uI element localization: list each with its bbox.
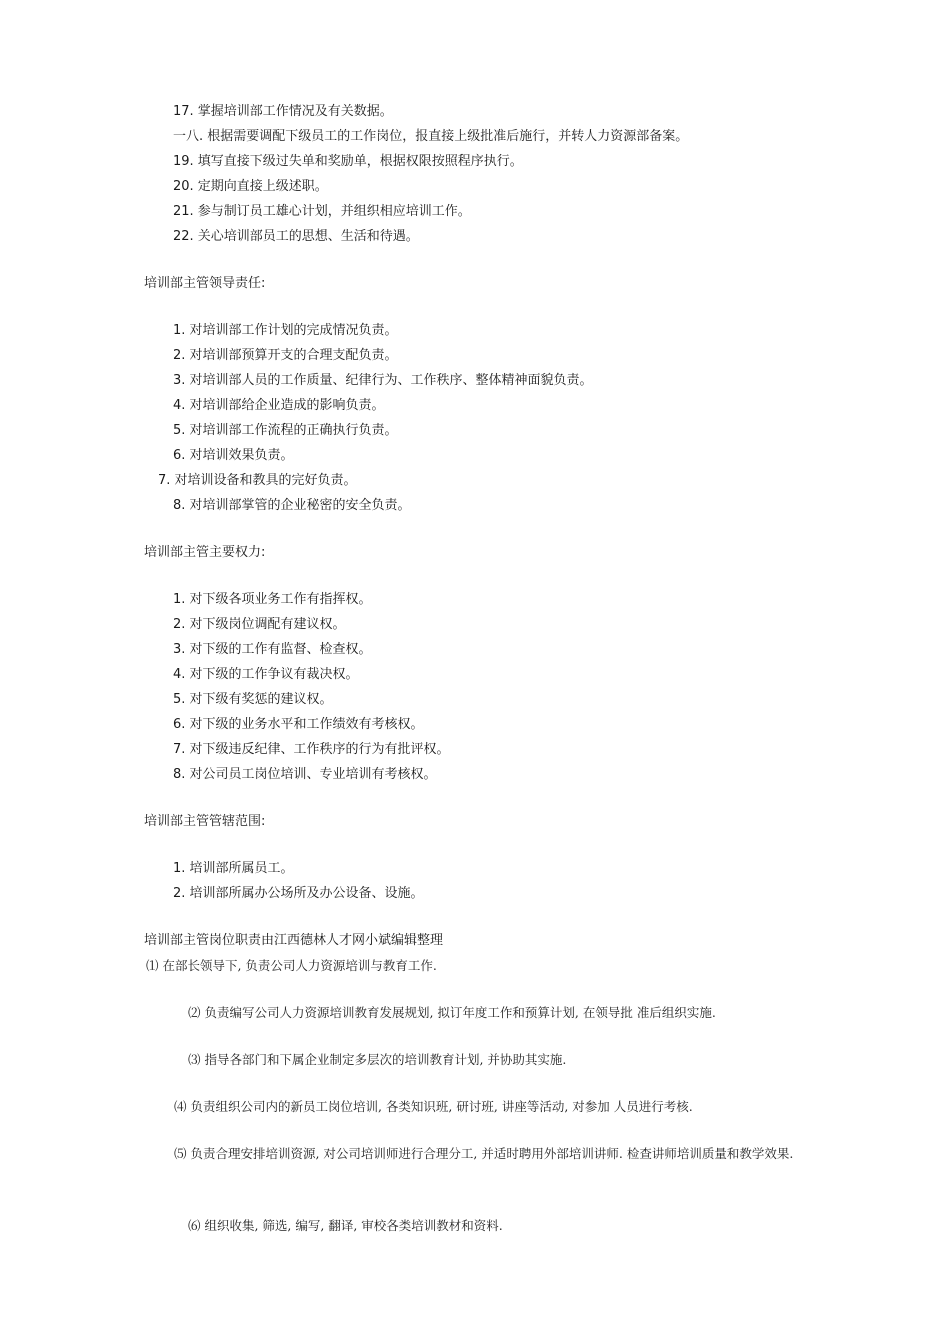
power-item: 3. 对下级的工作有监督、检查权。 bbox=[173, 642, 372, 657]
duty-item-17: 17. 掌握培训部工作情况及有关数据。 bbox=[173, 104, 393, 119]
appendix-item: ⑶ 指导各部门和下属企业制定多层次的培训教育计划, 并协助其实施. bbox=[188, 1052, 567, 1067]
responsibility-item: 6. 对培训效果负责。 bbox=[173, 448, 294, 463]
powers-heading: 培训部主管主要权力: bbox=[144, 545, 266, 560]
responsibility-item: 7. 对培训设备和教具的完好负责。 bbox=[158, 473, 357, 488]
responsibility-item: 8. 对培训部掌管的企业秘密的安全负责。 bbox=[173, 498, 411, 513]
power-item: 2. 对下级岗位调配有建议权。 bbox=[173, 617, 346, 632]
responsibility-item: 4. 对培训部给企业造成的影响负责。 bbox=[173, 398, 385, 413]
duty-item-20: 20. 定期向直接上级述职。 bbox=[173, 179, 328, 194]
power-item: 1. 对下级各项业务工作有指挥权。 bbox=[173, 592, 372, 607]
appendix-item: ⑸ 负责合理安排培训资源, 对公司培训师进行合理分工, 并适时聘用外部培训讲师. 检查讲师培训质量和教学效果. bbox=[174, 1146, 794, 1161]
duty-item-21: 21. 参与制订员工雄心计划，并组织相应培训工作。 bbox=[173, 204, 471, 219]
scope-item: 2. 培训部所属办公场所及办公设备、设施。 bbox=[173, 886, 424, 901]
appendix-item: ⑹ 组织收集, 筛选, 编写, 翻译, 审校各类培训教材和资料. bbox=[188, 1218, 503, 1233]
duty-item-18: 一八. 根据需要调配下级员工的工作岗位，报直接上级批准后施行，并转人力资源部备案。 bbox=[173, 129, 689, 144]
responsibility-item: 3. 对培训部人员的工作质量、纪律行为、工作秩序、整体精神面貌负责。 bbox=[173, 373, 593, 388]
duty-item-22: 22. 关心培训部员工的思想、生活和待遇。 bbox=[173, 229, 419, 244]
responsibility-item: 1. 对培训部工作计划的完成情况负责。 bbox=[173, 323, 398, 338]
power-item: 5. 对下级有奖惩的建议权。 bbox=[173, 692, 333, 707]
scope-item: 1. 培训部所属员工。 bbox=[173, 861, 294, 876]
scope-heading: 培训部主管管辖范围: bbox=[144, 814, 266, 829]
responsibility-item: 2. 对培训部预算开支的合理支配负责。 bbox=[173, 348, 398, 363]
appendix-item: ⑵ 负责编写公司人力资源培训教育发展规划, 拟订年度工作和预算计划, 在领导批 准后组织实施. bbox=[188, 1005, 716, 1020]
power-item: 4. 对下级的工作争议有裁决权。 bbox=[173, 667, 359, 682]
responsibilities-heading: 培训部主管领导责任: bbox=[144, 276, 266, 291]
power-item: 7. 对下级违反纪律、工作秩序的行为有批评权。 bbox=[173, 742, 450, 757]
duty-item-19: 19. 填写直接下级过失单和奖励单，根据权限按照程序执行。 bbox=[173, 154, 523, 169]
appendix-item: ⑷ 负责组织公司内的新员工岗位培训, 各类知识班, 研讨班, 讲座等活动, 对参加 人员进行考核. bbox=[174, 1099, 693, 1114]
appendix-heading: 培训部主管岗位职责由江西德林人才网小斌编辑整理 bbox=[144, 933, 444, 948]
power-item: 6. 对下级的业务水平和工作绩效有考核权。 bbox=[173, 717, 424, 732]
responsibility-item: 5. 对培训部工作流程的正确执行负责。 bbox=[173, 423, 398, 438]
power-item: 8. 对公司员工岗位培训、专业培训有考核权。 bbox=[173, 767, 437, 782]
appendix-item: ⑴ 在部长领导下, 负责公司人力资源培训与教育工作. bbox=[146, 958, 437, 973]
